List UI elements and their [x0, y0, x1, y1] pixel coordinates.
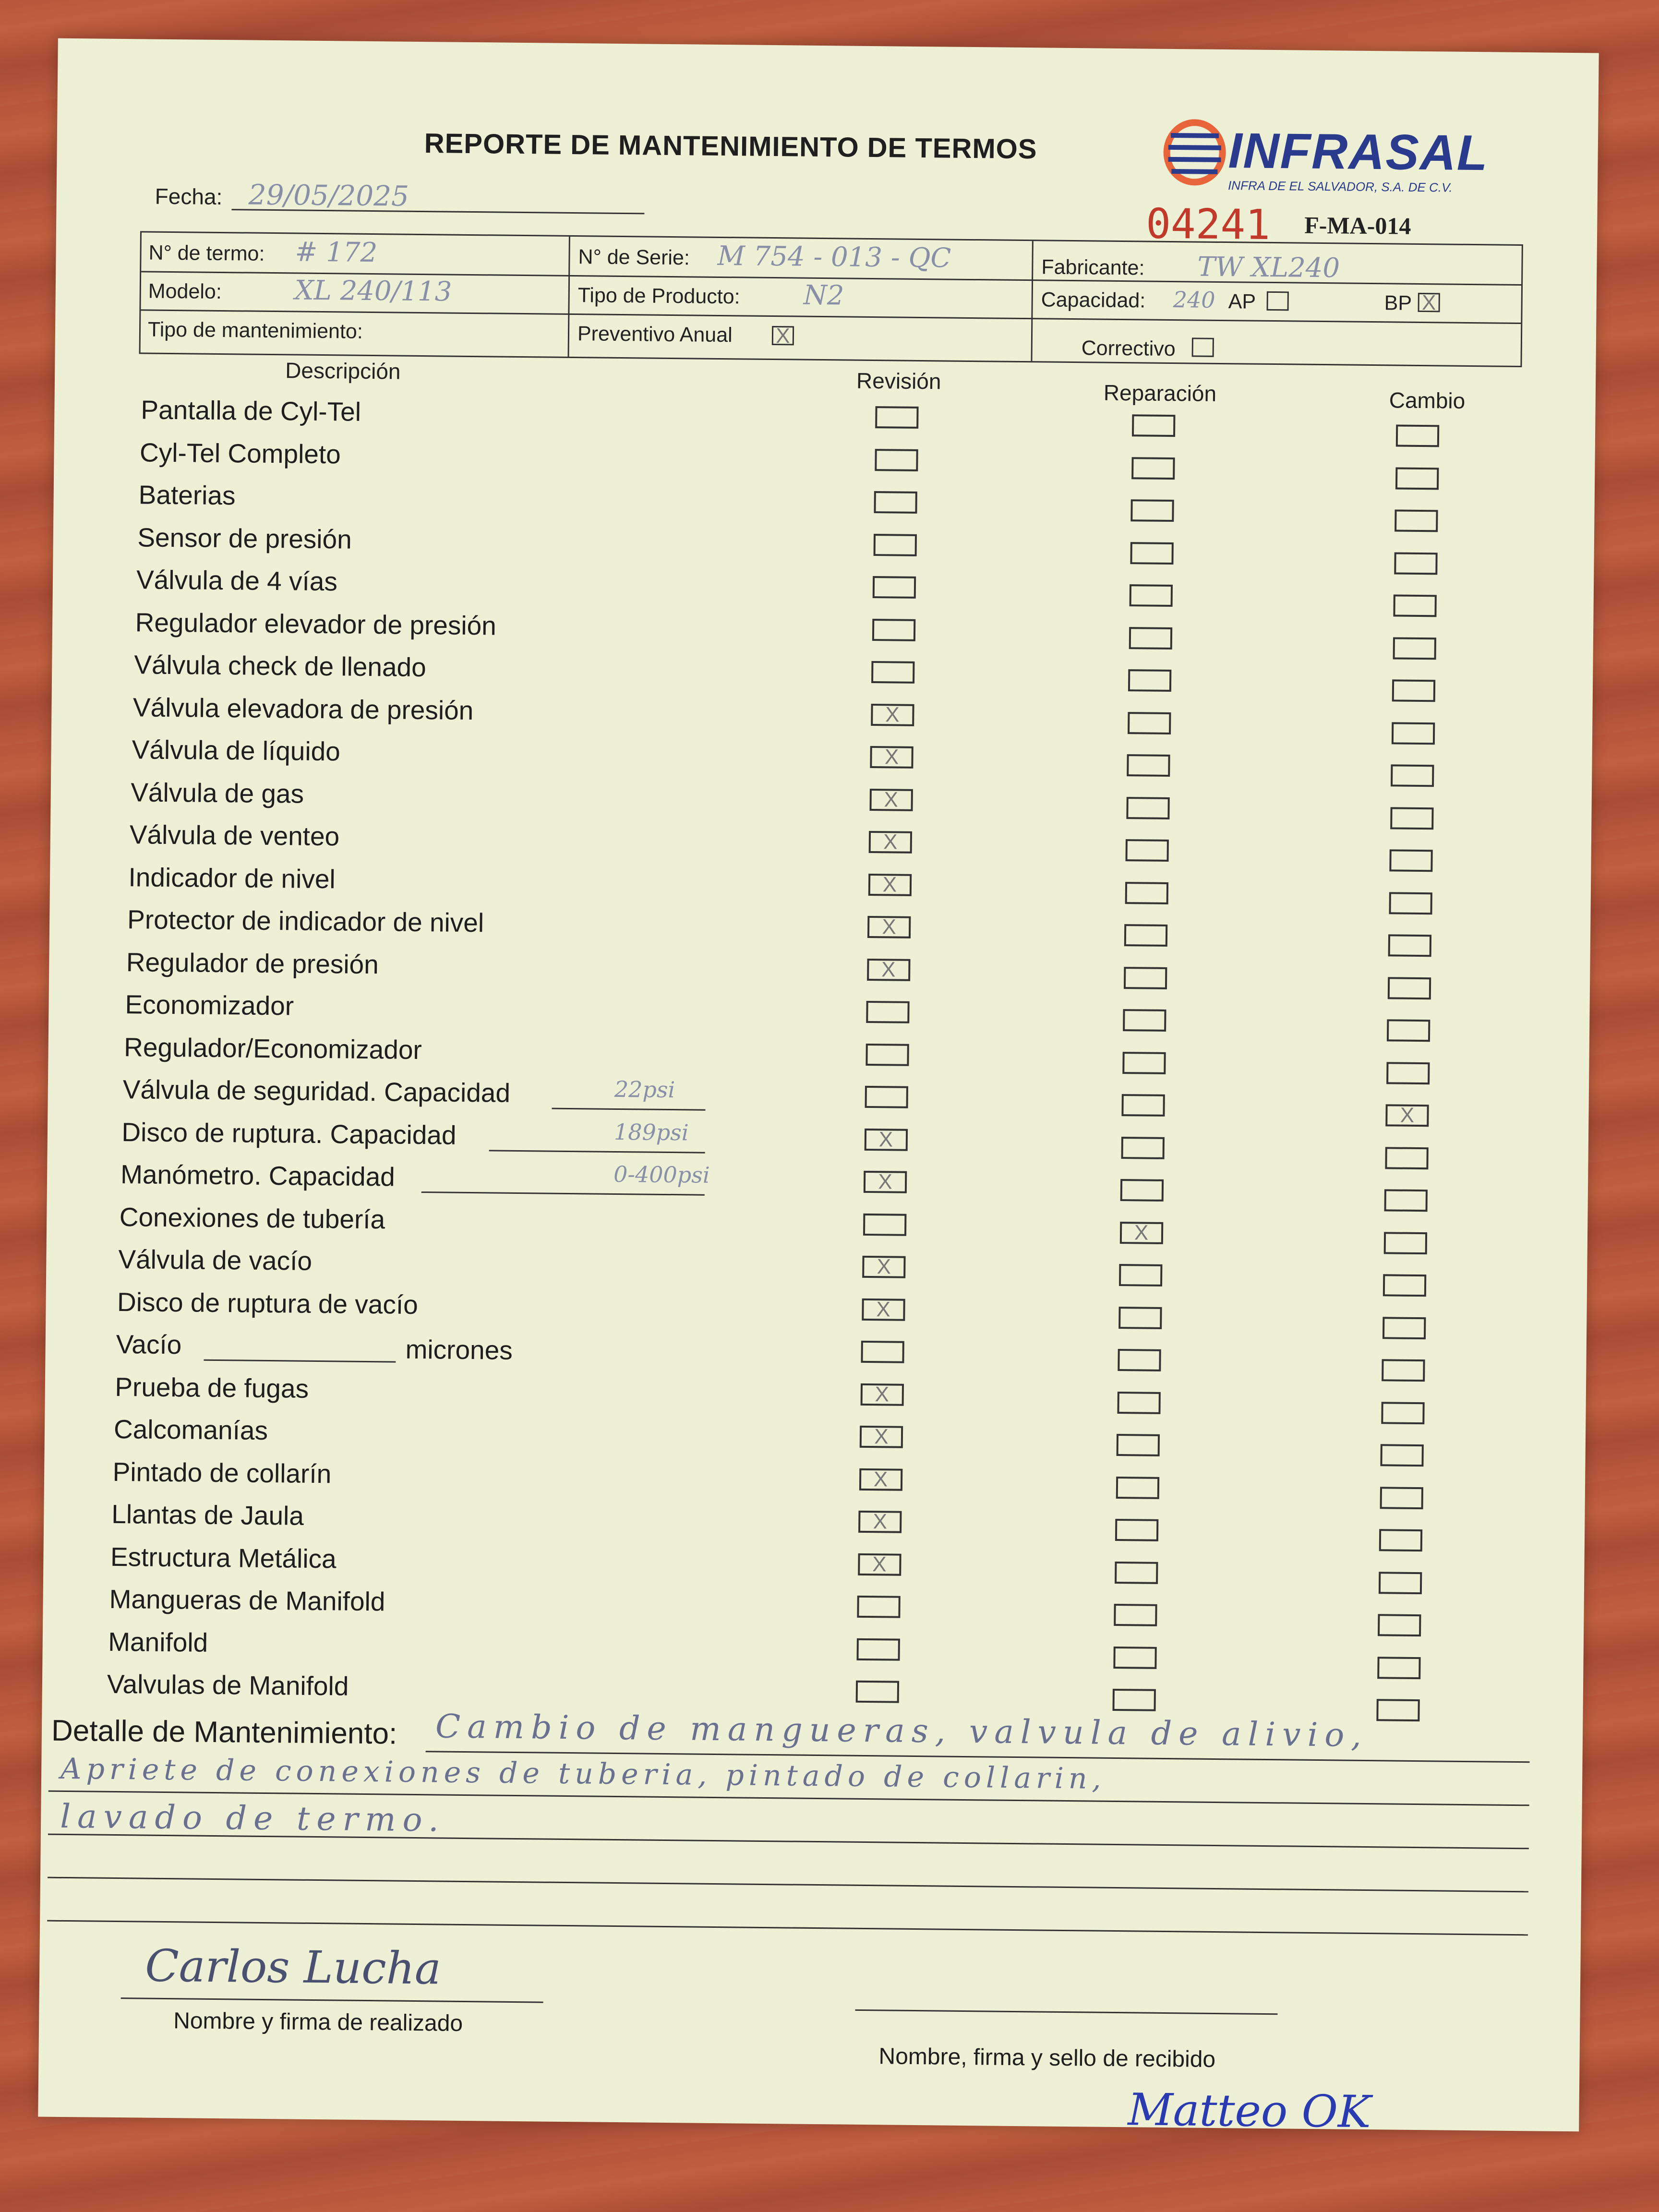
- col-reparacion: Reparación: [1103, 380, 1217, 406]
- revision-checkbox[interactable]: X: [864, 1171, 907, 1193]
- revision-checkbox[interactable]: [873, 534, 916, 556]
- reparacion-checkbox[interactable]: [1124, 924, 1167, 947]
- revision-checkbox[interactable]: X: [862, 1256, 905, 1278]
- capacity-line: [552, 1108, 705, 1111]
- checklist-item-label: Calcomanías: [113, 1414, 268, 1446]
- infrasal-logo-icon: [1161, 116, 1228, 189]
- revision-checkbox[interactable]: [866, 1001, 909, 1023]
- reparacion-checkbox[interactable]: [1116, 1476, 1159, 1499]
- checklist-item-label: Válvula de gas: [130, 777, 304, 809]
- checklist-item-label: Regulador de presión: [126, 947, 379, 979]
- cambio-checkbox[interactable]: X: [1385, 1104, 1429, 1127]
- revision-checkbox[interactable]: X: [867, 958, 910, 981]
- termo-label: N° de termo:: [148, 241, 265, 265]
- folio-number: 04241: [1145, 200, 1271, 249]
- producto-value: N2: [803, 279, 844, 312]
- realizado-label: Nombre y firma de realizado: [173, 2008, 463, 2036]
- infrasal-logo: [1161, 116, 1498, 211]
- cambio-checkbox[interactable]: [1395, 467, 1438, 490]
- col-divider: [1031, 241, 1033, 361]
- checklist-item-label: Prueba de fugas: [115, 1371, 309, 1404]
- checklist-item-label: Mangueras de Manifold: [109, 1584, 385, 1617]
- reparacion-checkbox[interactable]: [1130, 584, 1173, 607]
- brand-name: INFRASAL: [1228, 123, 1489, 181]
- brand-subtitle: INFRA DE EL SALVADOR, S.A. DE C.V.: [1227, 178, 1453, 195]
- col-cambio: Cambio: [1389, 387, 1466, 413]
- cambio-checkbox[interactable]: [1387, 977, 1431, 999]
- capacidad-label: Capacidad:: [1041, 288, 1146, 313]
- correctivo-label: Correctivo: [1081, 337, 1176, 361]
- cambio-checkbox[interactable]: [1391, 722, 1434, 745]
- report-title: REPORTE DE MANTENIMIENTO DE TERMOS: [424, 128, 1037, 165]
- reparacion-checkbox[interactable]: [1118, 1307, 1162, 1329]
- checklist-item-label: Válvula de 4 vías: [136, 565, 338, 597]
- checklist-item-label: Economizador: [125, 989, 294, 1021]
- checklist-item-label: Valvulas de Manifold: [107, 1669, 349, 1701]
- col-descripcion: Descripción: [285, 358, 401, 384]
- reparacion-checkbox[interactable]: [1121, 1094, 1165, 1117]
- cambio-checkbox[interactable]: [1394, 552, 1437, 575]
- info-table: [139, 231, 1523, 367]
- revision-checkbox[interactable]: X: [869, 788, 913, 811]
- cambio-checkbox[interactable]: [1387, 1019, 1430, 1042]
- reparacion-checkbox[interactable]: [1122, 1052, 1166, 1074]
- revision-checkbox[interactable]: X: [860, 1383, 903, 1406]
- checklist-item-label: Vacío: [116, 1329, 182, 1360]
- checklist-item-label: Regulador/Economizador: [123, 1032, 422, 1065]
- revision-checkbox[interactable]: X: [862, 1298, 905, 1321]
- revision-checkbox[interactable]: X: [869, 831, 912, 854]
- cambio-checkbox[interactable]: [1386, 1062, 1430, 1084]
- cambio-checkbox[interactable]: [1380, 1487, 1423, 1509]
- realizado-signature: Carlos Lucha: [144, 1940, 442, 1995]
- checklist-item-label: Pantalla de Cyl-Tel: [141, 395, 361, 427]
- cambio-checkbox[interactable]: [1380, 1444, 1423, 1467]
- cambio-checkbox[interactable]: [1389, 892, 1432, 914]
- revision-checkbox[interactable]: [873, 576, 916, 599]
- serie-value: M 754 - 013 - QC: [717, 240, 951, 274]
- capacity-line: [421, 1191, 705, 1196]
- ap-label: AP: [1228, 290, 1256, 313]
- reparacion-checkbox[interactable]: [1128, 712, 1171, 734]
- reparacion-checkbox[interactable]: [1113, 1646, 1156, 1669]
- checklist-item-label: Manifold: [108, 1626, 208, 1658]
- recibido-line: [855, 2009, 1277, 2015]
- producto-label: Tipo de Producto:: [577, 284, 740, 309]
- revision-checkbox[interactable]: [874, 491, 917, 514]
- revision-checkbox[interactable]: [866, 1043, 909, 1066]
- cambio-checkbox[interactable]: [1383, 1232, 1427, 1254]
- cambio-checkbox[interactable]: [1395, 509, 1438, 532]
- reparacion-checkbox[interactable]: [1126, 797, 1169, 819]
- detalle-label: Detalle de Mantenimiento:: [51, 1714, 397, 1751]
- reparacion-checkbox[interactable]: [1129, 627, 1172, 649]
- checklist-item-label: Disco de ruptura. Capacidad: [121, 1117, 457, 1150]
- checklist-item-label: Válvula de seguridad. Capacidad: [122, 1074, 511, 1108]
- cambio-checkbox[interactable]: [1377, 1657, 1420, 1679]
- revision-checkbox[interactable]: [861, 1341, 904, 1363]
- revision-checkbox[interactable]: X: [867, 916, 911, 938]
- checklist-item-label: Manómetro. Capacidad: [120, 1159, 396, 1192]
- revision-checkbox[interactable]: [871, 661, 914, 684]
- reparacion-checkbox[interactable]: [1128, 669, 1171, 692]
- cambio-checkbox[interactable]: [1382, 1317, 1425, 1339]
- form-code: F-MA-014: [1304, 211, 1411, 240]
- revision-checkbox[interactable]: X: [858, 1511, 902, 1533]
- checklist-item-label: Indicador de nivel: [128, 862, 336, 894]
- revision-checkbox[interactable]: [865, 1086, 908, 1108]
- reparacion-checkbox[interactable]: [1130, 499, 1174, 522]
- cambio-checkbox[interactable]: [1393, 637, 1436, 660]
- revision-checkbox[interactable]: [875, 406, 918, 429]
- reparacion-checkbox[interactable]: [1132, 414, 1175, 437]
- cambio-checkbox[interactable]: [1393, 594, 1436, 617]
- col-revision: Revisión: [856, 368, 941, 394]
- cambio-checkbox[interactable]: [1379, 1529, 1422, 1551]
- checklist-item-label: Válvula elevadora de presión: [132, 692, 474, 725]
- reparacion-checkbox[interactable]: [1115, 1561, 1158, 1584]
- reparacion-checkbox[interactable]: [1114, 1604, 1157, 1626]
- detalle-line: [47, 1920, 1528, 1936]
- checklist-item-label: Válvula de vacío: [118, 1244, 313, 1276]
- reparacion-checkbox[interactable]: X: [1119, 1222, 1163, 1244]
- cambio-checkbox[interactable]: [1384, 1189, 1428, 1212]
- checklist-item-label: Pintado de collarín: [112, 1456, 332, 1489]
- reparacion-checkbox[interactable]: [1113, 1689, 1156, 1711]
- revision-checkbox[interactable]: X: [859, 1468, 902, 1491]
- vacuum-line: [204, 1359, 396, 1363]
- correctivo-checkbox[interactable]: [1192, 337, 1214, 357]
- checklist-item-label: Protector de indicador de nivel: [127, 904, 484, 938]
- cambio-checkbox[interactable]: [1376, 1699, 1419, 1721]
- checklist-item-label: Baterias: [138, 480, 236, 511]
- cambio-checkbox[interactable]: [1396, 424, 1439, 447]
- reparacion-checkbox[interactable]: [1127, 754, 1170, 777]
- cambio-checkbox[interactable]: [1383, 1274, 1426, 1297]
- revision-checkbox[interactable]: [872, 619, 915, 641]
- revision-checkbox[interactable]: X: [870, 746, 913, 769]
- col-divider: [568, 237, 570, 357]
- termo-value: # 172: [295, 236, 378, 269]
- detalle-line: [48, 1877, 1528, 1893]
- reparacion-checkbox[interactable]: [1126, 839, 1169, 862]
- cambio-checkbox[interactable]: [1381, 1402, 1424, 1424]
- checklist-item-label: Sensor de presión: [137, 522, 352, 554]
- revision-checkbox[interactable]: [875, 449, 918, 471]
- preventivo-checkbox[interactable]: X: [772, 326, 794, 345]
- bp-checkbox[interactable]: X: [1418, 293, 1440, 312]
- revision-checkbox[interactable]: X: [871, 704, 914, 726]
- maintenance-report-sheet: [38, 38, 1599, 2138]
- checklist-item-label: Cyl-Tel Completo: [139, 437, 341, 469]
- preventivo-label: Preventivo Anual: [577, 322, 733, 347]
- detalle-text-1: Cambio de mangueras, valvula de alivio,: [435, 1707, 1369, 1755]
- fecha-value: 29/05/2025: [248, 178, 409, 213]
- revision-checkbox[interactable]: X: [864, 1128, 907, 1151]
- serie-label: N° de Serie:: [578, 245, 690, 270]
- checklist-item-label: Conexiones de tubería: [119, 1202, 385, 1234]
- detalle-text-3: lavado de termo.: [60, 1797, 446, 1839]
- reparacion-checkbox[interactable]: [1125, 882, 1168, 904]
- mantenimiento-label: Tipo de mantenimiento:: [147, 318, 363, 343]
- recibido-label: Nombre, firma y sello de recibido: [878, 2044, 1216, 2073]
- reparacion-checkbox[interactable]: [1117, 1392, 1160, 1414]
- checklist-item-label: Válvula check de llenado: [134, 649, 427, 683]
- cambio-checkbox[interactable]: [1392, 679, 1435, 702]
- cambio-checkbox[interactable]: [1378, 1572, 1421, 1594]
- capacity-value: 0-400psi: [613, 1161, 710, 1188]
- checklist-item-label: Disco de ruptura de vacío: [117, 1286, 419, 1320]
- revision-checkbox[interactable]: [863, 1213, 906, 1236]
- reparacion-checkbox[interactable]: [1123, 967, 1166, 989]
- fabricante-label: Fabricante:: [1041, 255, 1145, 280]
- revision-checkbox[interactable]: X: [858, 1553, 901, 1575]
- detalle-text-2: Apriete de conexiones de tuberia, pintado de collarin,: [60, 1752, 1106, 1796]
- checklist-item-label: Estructura Metálica: [110, 1541, 337, 1574]
- cambio-checkbox[interactable]: [1385, 1147, 1428, 1169]
- revision-checkbox[interactable]: X: [860, 1426, 903, 1448]
- checklist-item-label: Regulador elevador de presión: [135, 607, 497, 641]
- modelo-label: Modelo:: [148, 279, 222, 303]
- reparacion-checkbox[interactable]: [1115, 1519, 1158, 1541]
- cambio-checkbox[interactable]: [1390, 807, 1433, 830]
- bp-label: BP: [1384, 291, 1412, 315]
- fabricante-value: TW XL240: [1197, 251, 1340, 284]
- reparacion-checkbox[interactable]: [1119, 1264, 1162, 1286]
- checklist-item-label: Válvula de venteo: [129, 819, 340, 852]
- cambio-checkbox[interactable]: [1391, 764, 1434, 787]
- revision-checkbox[interactable]: [856, 1638, 900, 1660]
- reparacion-checkbox[interactable]: [1118, 1349, 1161, 1371]
- reparacion-checkbox[interactable]: [1123, 1009, 1166, 1032]
- cambio-checkbox[interactable]: [1388, 934, 1431, 957]
- cambio-checkbox[interactable]: [1389, 849, 1432, 872]
- capacidad-value: 240: [1173, 287, 1215, 313]
- micrones-label: micrones: [405, 1334, 513, 1365]
- checklist-item-label: Llantas de Jaula: [111, 1499, 304, 1531]
- cambio-checkbox[interactable]: [1378, 1614, 1421, 1636]
- modelo-value: XL 240/113: [294, 275, 452, 308]
- reparacion-checkbox[interactable]: [1120, 1179, 1164, 1202]
- reparacion-checkbox[interactable]: [1131, 457, 1175, 480]
- capacity-value: 189psi: [613, 1118, 689, 1145]
- realizado-line: [121, 1997, 543, 2003]
- fecha-label: Fecha:: [155, 183, 223, 209]
- reparacion-checkbox[interactable]: [1130, 542, 1173, 565]
- revision-checkbox[interactable]: [856, 1681, 899, 1703]
- revision-checkbox[interactable]: X: [868, 873, 911, 896]
- reparacion-checkbox[interactable]: [1121, 1137, 1164, 1159]
- ap-checkbox[interactable]: [1267, 291, 1289, 311]
- checklist-item-label: Válvula de líquido: [132, 734, 341, 767]
- capacity-value: 22psi: [614, 1076, 675, 1103]
- reparacion-checkbox[interactable]: [1117, 1434, 1160, 1456]
- recibido-signature: Matteo OK: [1128, 2084, 1371, 2138]
- cambio-checkbox[interactable]: [1382, 1359, 1425, 1382]
- revision-checkbox[interactable]: [857, 1596, 900, 1618]
- capacity-line: [489, 1150, 705, 1153]
